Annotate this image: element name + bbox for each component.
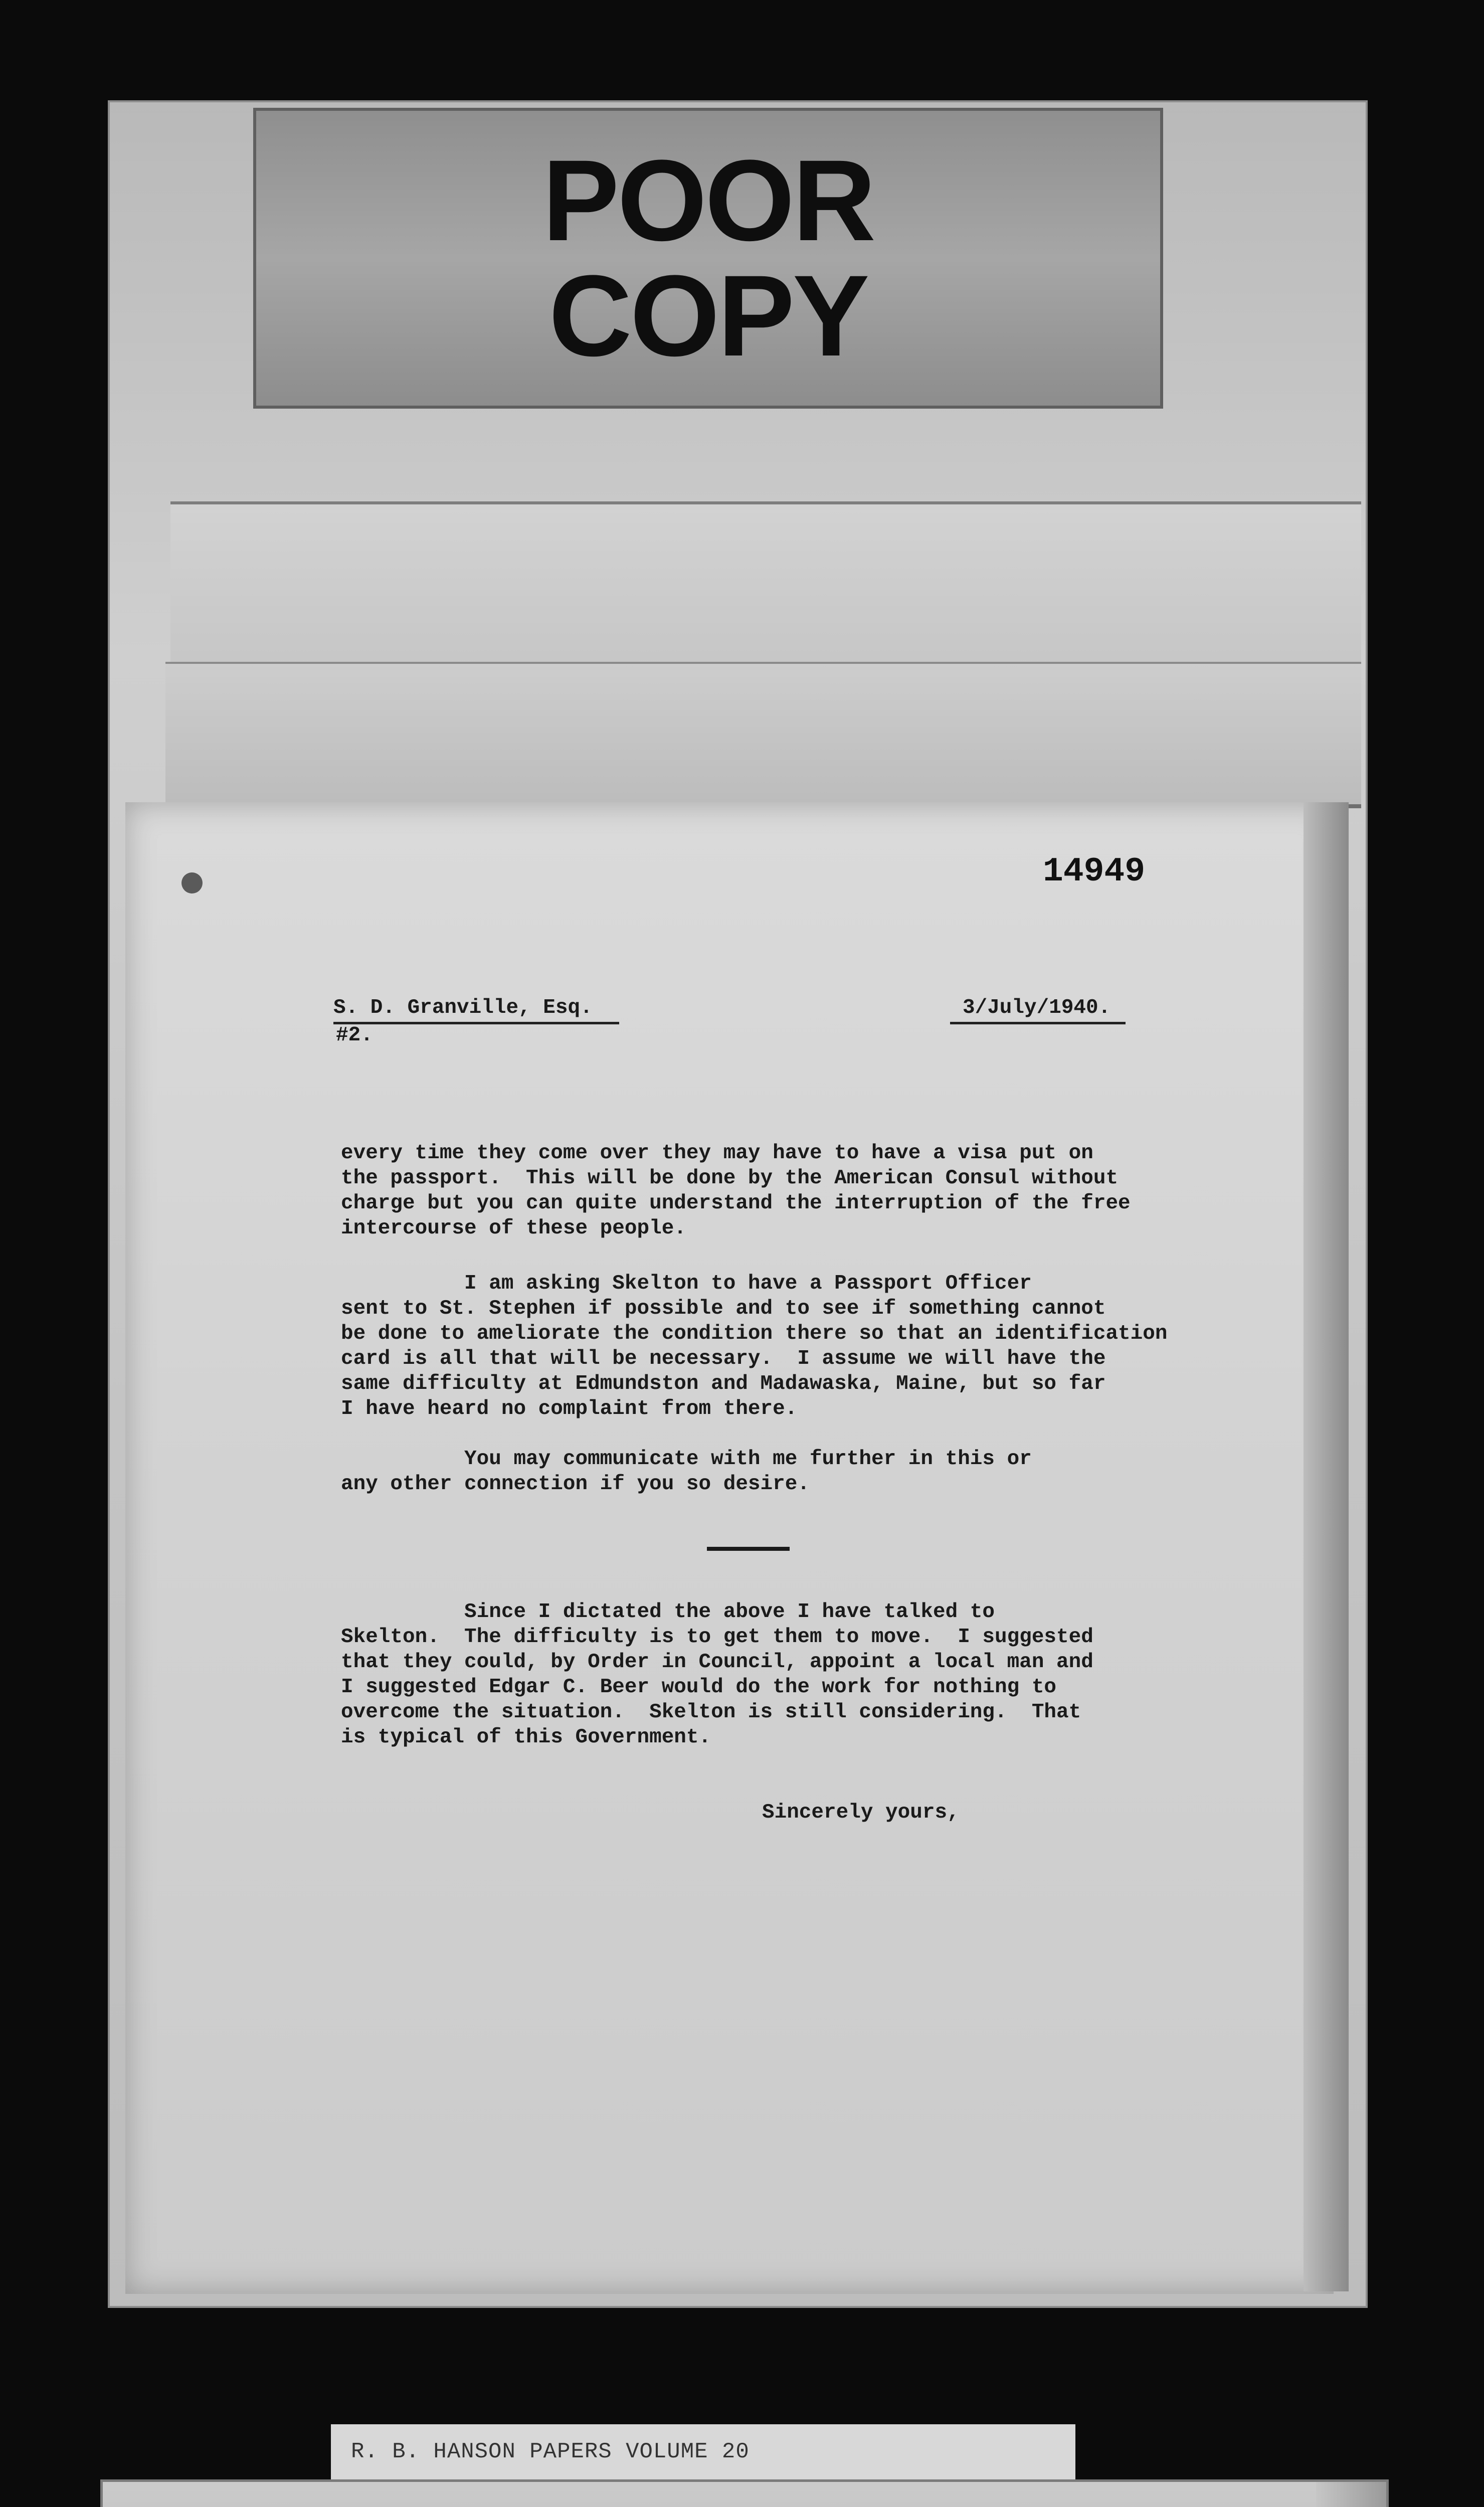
fold-band-upper xyxy=(170,501,1361,670)
volume-label: R. B. HANSON PAPERS VOLUME 20 xyxy=(331,2424,1075,2479)
addressee: S. D. Granville, Esq. xyxy=(333,996,593,1019)
fold-band-lower xyxy=(165,662,1361,808)
poor-copy-line1: POOR xyxy=(542,136,874,265)
paragraph-2: I am asking Skelton to have a Passport Officer sent to St. Stephen if possible and to see if something cannot be done to ameliorate the condition there so that an identification card is all that will be necessary. I assume we will have the same difficulty at Edmundston and Madawaska, Maine, but so far I have heard no complaint from there. xyxy=(341,1272,1168,1420)
punch-hole xyxy=(181,872,203,893)
poor-copy-line2: COPY xyxy=(548,251,868,380)
addressee-underline xyxy=(333,1022,619,1024)
section-divider xyxy=(707,1547,790,1551)
poor-copy-stamp xyxy=(253,108,1163,409)
paragraph-1: every time they come over they may have to have a visa put on the passport. This will be done by the American Consul without charge but you can quite understand the interruption of the free intercourse of these people. xyxy=(341,1142,1131,1240)
letter-page-edge xyxy=(1304,802,1349,2291)
date-underline xyxy=(950,1022,1126,1024)
reference-number: 14949 xyxy=(1043,852,1146,891)
paragraph-3: You may communicate with me further in this or any other connection if you so desire. xyxy=(341,1448,1032,1496)
letter-date: 3/July/1940. xyxy=(963,996,1111,1019)
paragraph-4: Since I dictated the above I have talked to Skelton. The difficulty is to get them to move. I suggested that they could, by Order in Council, appoint a local man and I suggested Edgar C. Beer would do the work for nothing to overcome the situation. Skelton is still considering. That is typical of this Government. xyxy=(341,1600,1093,1749)
page-number: #2. xyxy=(336,1024,373,1047)
closing: Sincerely yours, xyxy=(762,1801,960,1824)
archives-label xyxy=(100,2479,1389,2507)
archives-label-edge xyxy=(1316,2482,1386,2507)
